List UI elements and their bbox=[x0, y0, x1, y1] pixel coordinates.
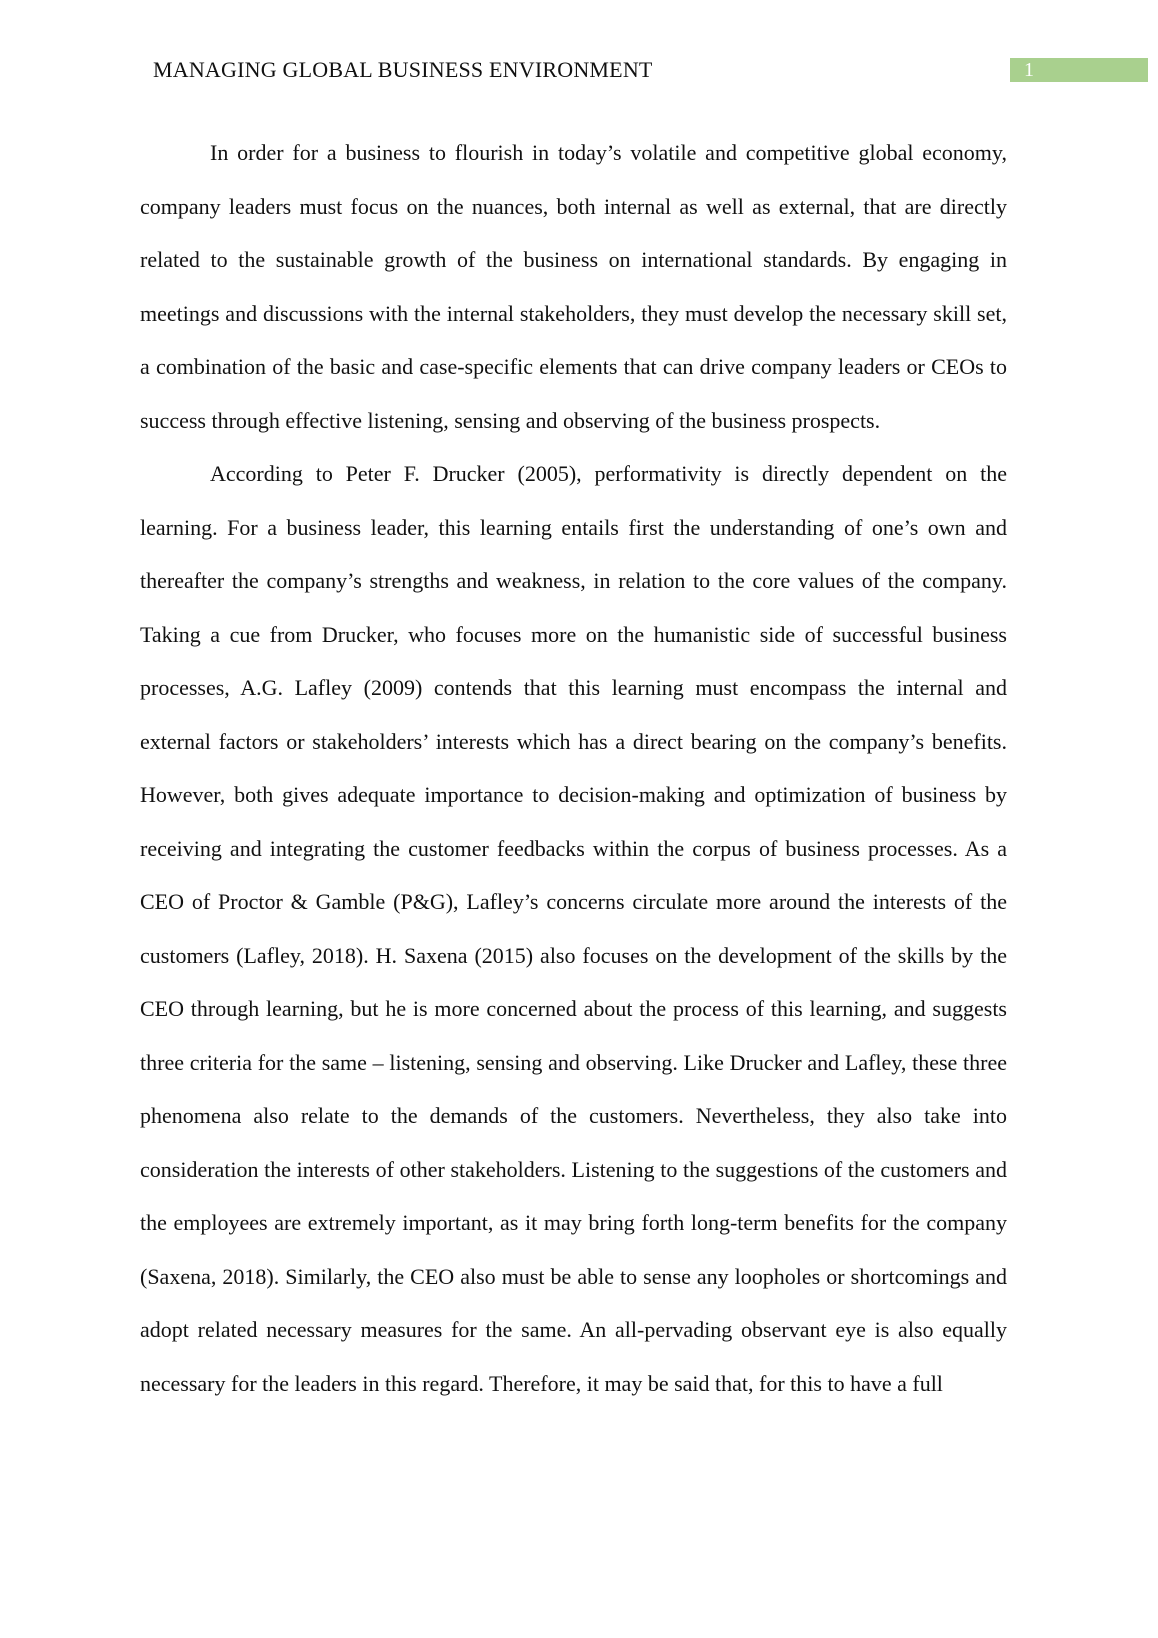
body-text bbox=[140, 126, 1007, 1410]
paragraph-intro: In order for a business to flourish in today’s volatile and competitive global economy, company leaders must focus on the nuances, both internal as well as external, that are directly related to the sustainable growth of the business on international standards. By engaging in meetings and discussions with the internal stakeholders, they must develop the necessary skill set, a combination of the basic and case-specific elements that can drive company leaders or CEOs to success through effective listening, sensing and observing of the business prospects. bbox=[140, 140, 1007, 433]
running-head: MANAGING GLOBAL BUSINESS ENVIRONMENT bbox=[153, 57, 653, 82]
paragraph-literature: According to Peter F. Drucker (2005), performativity is directly dependent on the learning. For a business leader, this learning entails first the understanding of one’s own and thereafter the company’s strengths and weakness, in relation to the core values of the company. Taking a cue from Drucker, who focuses more on the humanistic side of successful business processes, A.G. Lafley (2009) contends that this learning must encompass the internal and external factors or stakeholders’ interests which has a direct bearing on the company’s benefits. However, both gives adequate importance to decision-making and optimization of business by receiving and integrating the customer feedbacks within the corpus of business processes. As a CEO of Proctor & Gamble (P&G), Lafley’s concerns circulate more around the interests of the customers (Lafley, 2018). H. Saxena (2015) also focuses on the development of the skills by the CEO through learning, but he is more concerned about the process of this learning, and suggests three criteria for the same – listening, sensing and observing. Like Drucker and Lafley, these three phenomena also relate to the demands of the customers. Nevertheless, they also take into consideration the interests of other stakeholders. Listening to the suggestions of the customers and the employees are extremely important, as it may bring forth long-term benefits for the company (Saxena, 2018). Similarly, the CEO also must be able to sense any loopholes or shortcomings and adopt related necessary measures for the same. An all-pervading observant eye is also equally necessary for the leaders in this regard. Therefore, it may be said that, for this to have a full bbox=[140, 461, 1007, 1396]
page-number: 1 bbox=[1010, 58, 1148, 82]
